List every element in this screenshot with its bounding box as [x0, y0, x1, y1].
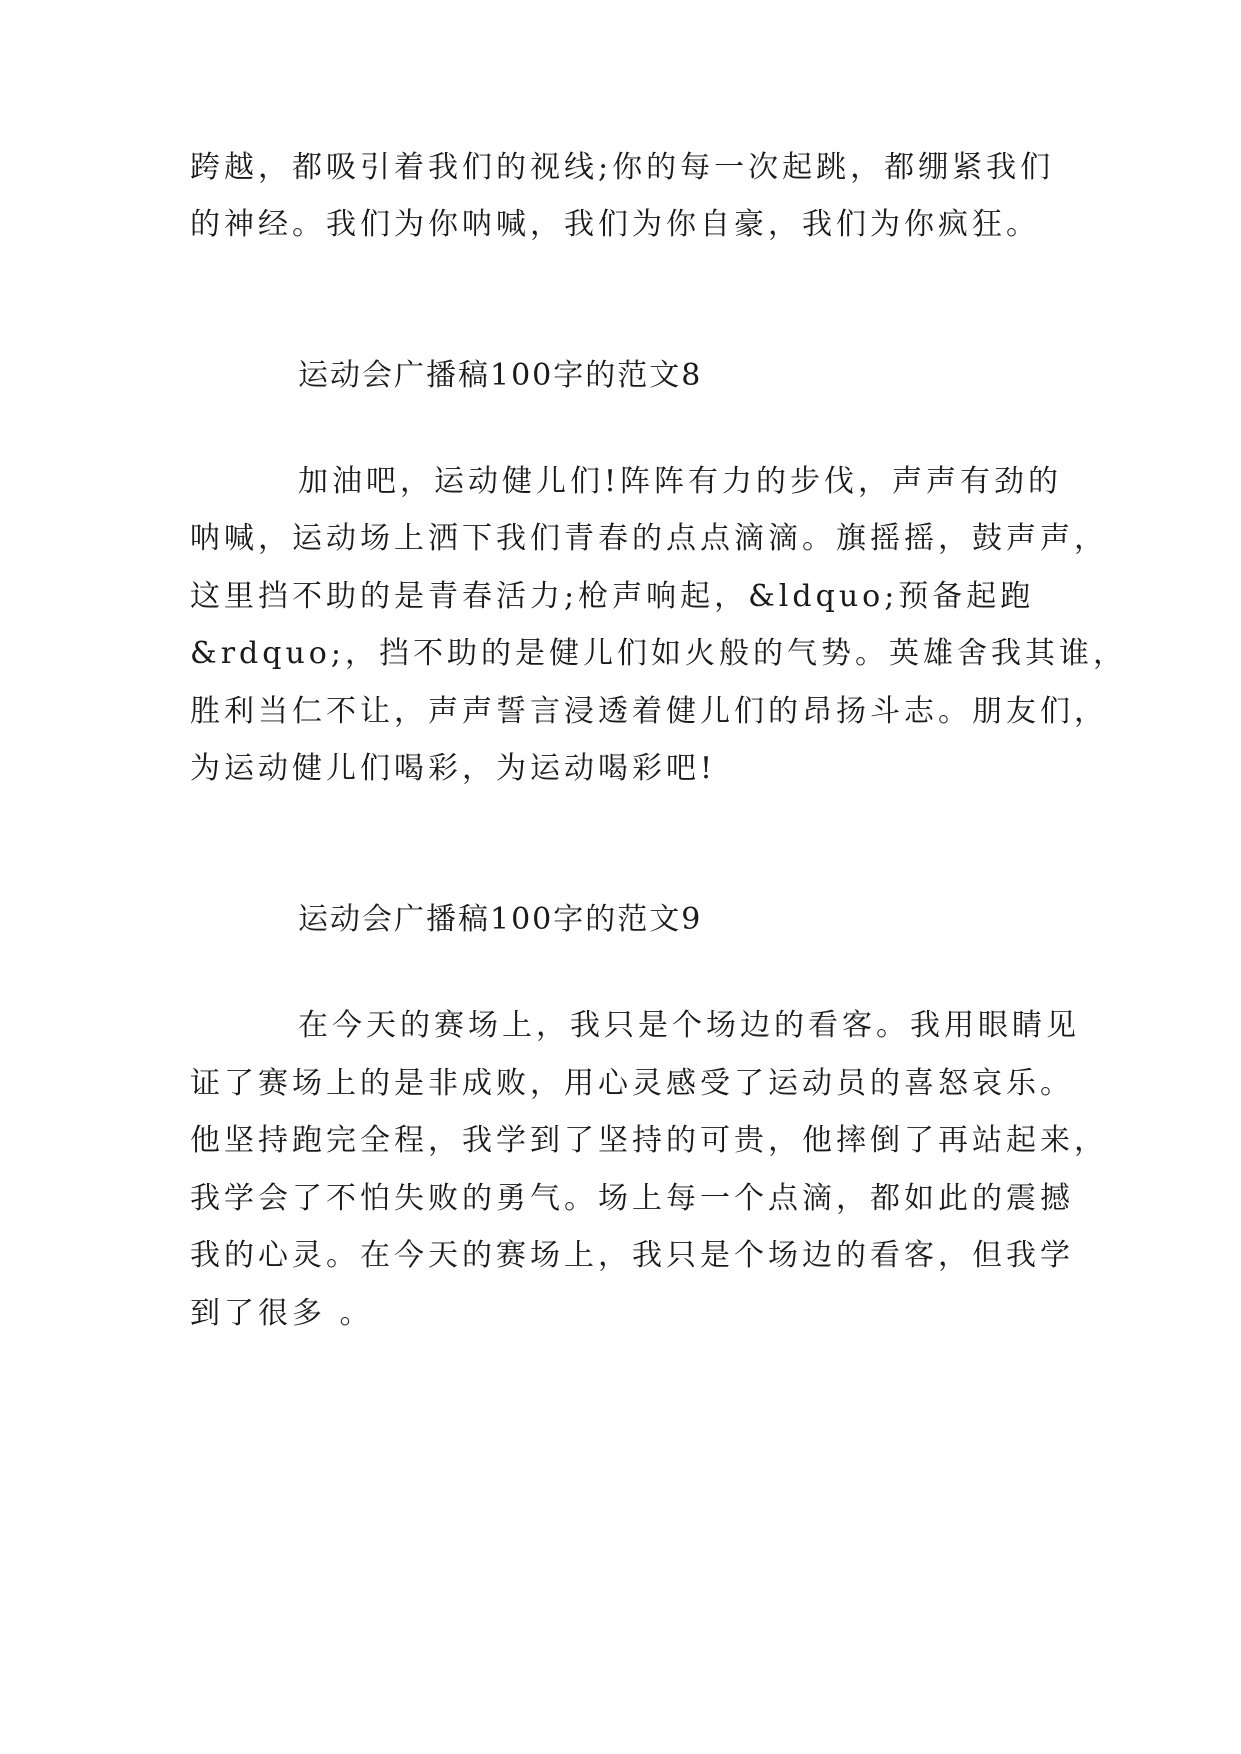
paragraph-line: 证了赛场上的是非成败，用心灵感受了运动员的喜怒哀乐。 [190, 1066, 1074, 1101]
paragraph-line: 我学会了不怕失败的勇气。场上每一个点滴，都如此的震撼 [190, 1181, 1074, 1216]
paragraph-line: 跨越，都吸引着我们的视线;你的每一次起跳，都绷紧我们 [190, 150, 1055, 185]
paragraph-line: 加油吧，运动健儿们!阵阵有力的步伐，声声有劲的 [298, 464, 1063, 499]
paragraph-line: &rdquo;，挡不助的是健儿们如火般的气势。英雄舍我其谁， [190, 636, 1127, 671]
paragraph-line: 呐喊，运动场上洒下我们青春的点点滴滴。旗摇摇，鼓声声， [190, 521, 1108, 556]
paragraph-line: 到了很多 。 [190, 1296, 374, 1331]
paragraph-line: 为运动健儿们喝彩，为运动喝彩吧! [190, 751, 717, 786]
paragraph-line: 在今天的赛场上，我只是个场边的看客。我用眼睛见 [298, 1008, 1080, 1043]
paragraph-line: 胜利当仁不让，声声誓言浸透着健儿们的昂扬斗志。朋友们， [190, 694, 1108, 729]
paragraph-line: 这里挡不助的是青春活力;枪声响起，&ldquo;预备起跑 [190, 579, 1035, 614]
paragraph-line: 我的心灵。在今天的赛场上，我只是个场边的看客，但我学 [190, 1238, 1074, 1273]
paragraph-line: 他坚持跑完全程，我学到了坚持的可贵，他摔倒了再站起来， [190, 1123, 1108, 1158]
section-heading: 运动会广播稿100字的范文8 [298, 358, 703, 393]
section-heading: 运动会广播稿100字的范文9 [298, 902, 703, 937]
paragraph-line: 的神经。我们为你呐喊，我们为你自豪，我们为你疯狂。 [190, 207, 1040, 242]
